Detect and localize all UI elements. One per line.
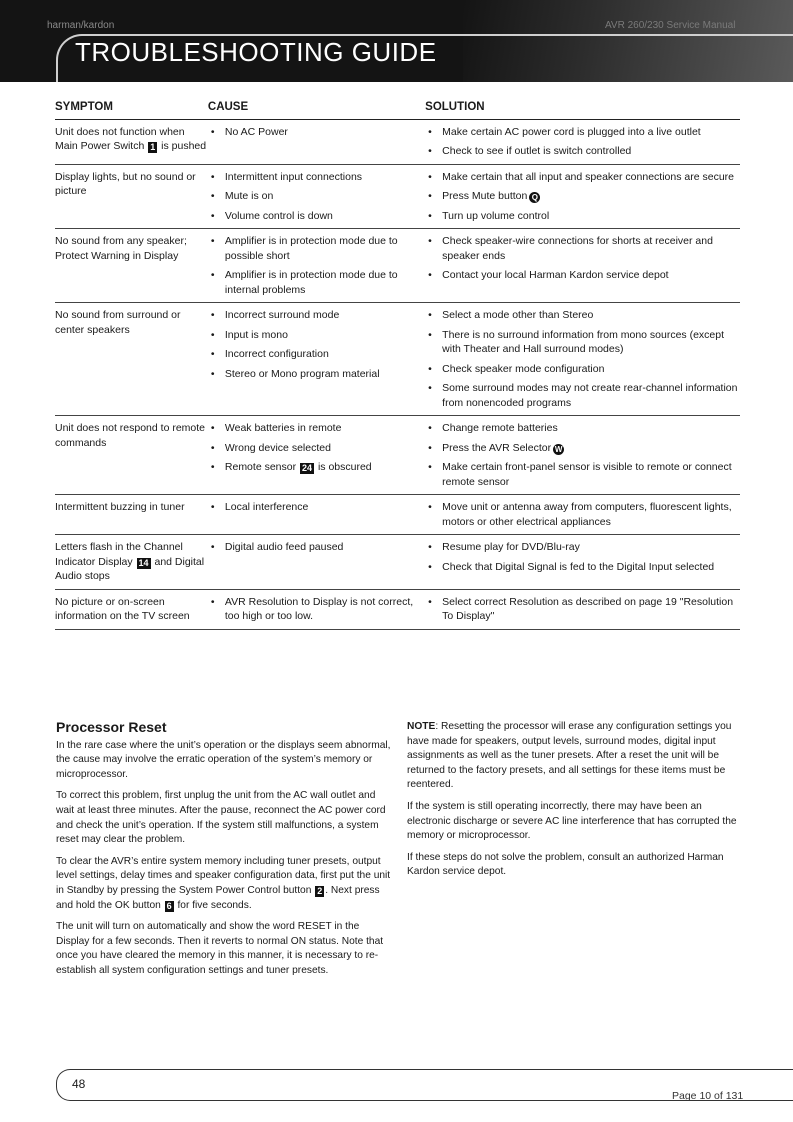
main-power-switch-key: 1 [150,142,156,152]
cause-cell [208,229,425,303]
symptom-cell: No sound from any speaker; Protect Warning in Display [55,229,208,303]
paragraph: In the rare case where the unit’s operation or the displays seem abnormal, the cause may involve the erratic operation of the system’s memory or microprocessor. [56,739,391,780]
page-count: Page 10 of 131 [672,1090,744,1102]
symptom-text: Letters flash in the Channel Indicator Display [55,541,183,568]
list-item: • Move unit or antenna away from computers, fluorescent lights, motors or other electrical appliances [425,500,740,529]
list-item-text: Press Mute button [442,190,528,202]
list-item: • Incorrect surround mode [208,308,425,323]
section-heading: Processor Reset [56,719,167,735]
power-control-key: 2 [317,885,323,896]
list-item: • Select correct Resolution as described on page 19 "Resolution To Display" [425,595,740,624]
list-item: • Stereo or Mono program material [208,367,425,382]
list-item-text: is obscured [315,461,372,473]
list-item: • AVR Resolution to Display is not correct, too high or too low. [208,595,425,624]
symptom-text: and Digital Audio stops [55,555,205,582]
list-item: • Weak batteries in remote [208,421,425,436]
cause-cell [208,589,425,629]
list-item: • Some surround modes may not create rear-channel information from nonencoded programs [425,381,740,410]
list-item: • Check speaker mode configuration [425,362,740,377]
cause-cell [208,535,425,590]
paragraph: If the system is still operating incorrectly, there may have been an electronic discharge or severe AC line interference that has corrupted the memory or microprocessor. [407,800,737,842]
solution-cell [425,416,740,495]
header-cause: CAUSE [208,98,425,119]
list-item: • Make certain AC power cord is plugged into a live outlet [425,125,740,140]
solution-cell [425,164,740,229]
table-row [55,416,740,495]
list-item: • Select a mode other than Stereo [425,308,740,323]
list-item [208,460,425,475]
list-item: • Local interference [208,500,425,515]
symptom-cell: No picture or on-screen information on the TV screen [55,589,208,629]
page-number: 48 [72,1077,86,1091]
solution-cell [425,589,740,629]
cause-cell [208,119,425,164]
header-symptom: SYMPTOM [55,98,208,119]
list-item: • Digital audio feed paused [208,540,425,555]
symptom-cell [55,119,208,164]
list-item: • Turn up volume control [425,209,740,224]
symptom-cell: No sound from surround or center speakers [55,303,208,416]
list-item: • Amplifier is in protection mode due to internal problems [208,268,425,297]
list-item: • Check to see if outlet is switch controlled [425,144,740,159]
cause-cell [208,164,425,229]
avr-selector-icon: W [554,444,563,454]
paragraph: If these steps do not solve the problem, consult an authorized Harman Kardon service depot. [407,851,724,878]
list-item: • Check that Digital Signal is fed to the Digital Input selected [425,560,740,575]
symptom-cell: Unit does not respond to remote commands [55,416,208,495]
symptom-cell: Intermittent buzzing in tuner [55,495,208,535]
table-row [55,589,740,629]
paragraph-text: for five seconds. [174,899,252,911]
paragraph [407,720,743,793]
table-row [55,535,740,590]
list-item: • There is no surround information from mono sources (except with Theater and Hall surround modes) [425,328,740,357]
solution-cell [425,535,740,590]
list-item: • Contact your local Harman Kardon service depot [425,268,740,283]
table-row [55,303,740,416]
table-header-row [55,98,740,119]
processor-reset-section [56,720,392,986]
list-item: • Incorrect configuration [208,347,425,362]
mute-button-icon: Q [529,192,540,203]
cause-cell [208,303,425,416]
channel-indicator-key: 14 [138,557,149,568]
list-item: • Wrong device selected [208,441,425,456]
paragraph-text: : Resetting the processor will erase any configuration settings you have made for speakers, output levels, surround modes, digital input assignments as well as the tuner presets. After a reset the unit will be returned to the factory presets, and all settings for these items must be reentered. [407,721,732,791]
list-item-text: Press the AVR Selector [442,441,552,454]
troubleshooting-table [55,98,740,630]
list-item: • Amplifier is in protection mode due to possible short [208,234,425,263]
paragraph: The unit will turn on automatically and show the word RESET in the Display for a few seconds. Then it reverts to normal ON status. Note that once you have cleared the memory in this manner, it is necessary to re-establish all system configuration settings and tuner presets. [56,921,384,976]
list-item-text: Remote sensor [224,461,300,473]
cause-cell [208,495,425,535]
list-item: • Check speaker-wire connections for shorts at receiver and speaker ends [425,234,740,263]
list-item: • Volume control is down [208,209,425,224]
note-section [407,720,743,887]
list-item: • Mute is on [208,189,425,204]
list-item: • Make certain that all input and speaker connections are secure [425,170,740,185]
paragraph-text: . Next press and hold the OK button [56,884,380,911]
ok-button-key: 6 [166,900,172,911]
brand-logo-text: harman/kardon [47,20,115,31]
symptom-cell: Display lights, but no sound or picture [55,164,208,229]
paragraph [56,855,392,913]
table-row [55,495,740,535]
list-item: • Resume play for DVD/Blu-ray [425,540,740,555]
list-item: • Make certain front-panel sensor is visible to remote or connect remote sensor [425,460,740,489]
list-item: • Change remote batteries [425,421,740,436]
paragraph: To correct this problem, first unplug the unit from the AC wall outlet and wait at least three minutes. After the pause, reconnect the AC power cord and check the unit’s operation. If the system still malfunctions, a system reset may clear the problem. [56,790,386,846]
remote-sensor-key: 24 [302,463,313,473]
list-item [425,441,740,456]
manual-title: AVR 260/230 Service Manual [605,20,736,31]
list-item: • Intermittent input connections [208,170,425,185]
table-row [55,119,740,164]
list-item: • Input is mono [208,328,425,343]
table-row [55,229,740,303]
page-title: TROUBLESHOOTING GUIDE [75,37,437,67]
list-item: • No AC Power [208,125,425,140]
table-row [55,164,740,229]
solution-cell [425,119,740,164]
list-item [425,189,740,204]
paragraph-text: To clear the AVR’s entire system memory including tuner presets, output level settings, delay times and speaker configuration data, first put the unit in Standby by pressing the System Power Control button [56,855,391,896]
symptom-text: is pushed [158,140,207,152]
symptom-cell [55,535,208,590]
note-label: NOTE [407,721,436,732]
solution-cell [425,229,740,303]
header-solution: SOLUTION [425,98,740,119]
solution-cell [425,495,740,535]
cause-cell [208,416,425,495]
symptom-text: Unit does not function when Main Power Switch [55,125,185,152]
solution-cell [425,303,740,416]
